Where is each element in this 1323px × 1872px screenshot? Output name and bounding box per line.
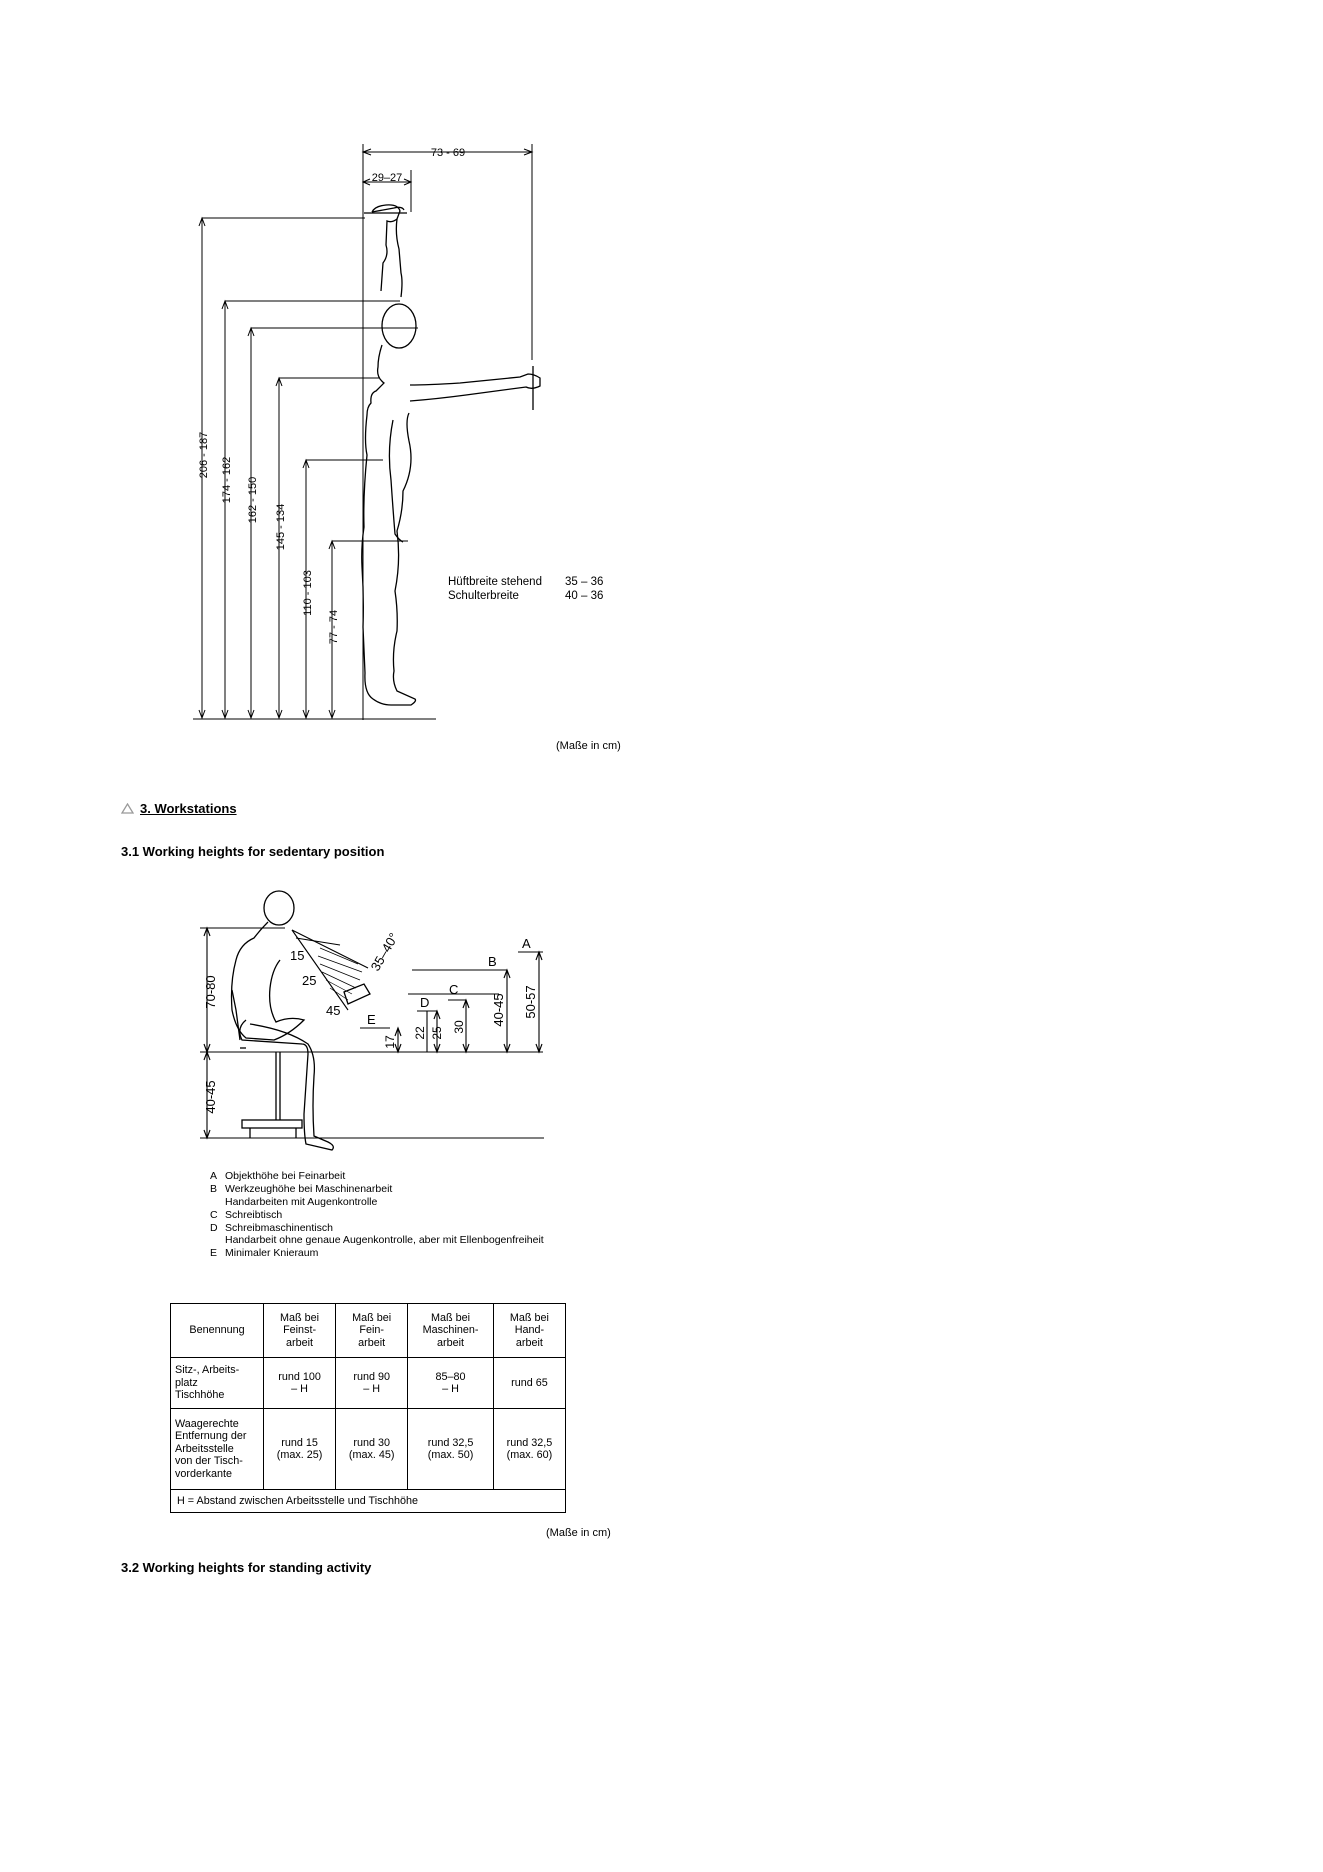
- hip-width-label: Hüftbreite stehend: [448, 576, 542, 588]
- height-label: 162 - 150: [247, 476, 259, 524]
- working-heights-table: [170, 1303, 566, 1513]
- legend-item: [210, 1222, 630, 1247]
- units-note: (Maße in cm): [556, 740, 621, 752]
- seat-height-label: 40-45: [203, 1080, 218, 1114]
- units-note-2: (Maße in cm): [546, 1527, 611, 1539]
- table-row: [171, 1358, 566, 1409]
- section-3-1-heading: 3.1 Working heights for sedentary position: [121, 844, 385, 859]
- angle-label: 15: [290, 948, 305, 963]
- section-3-2-heading: 3.2 Working heights for standing activity: [121, 1560, 372, 1575]
- level-letter-d: D: [420, 995, 430, 1010]
- level-letter-b: B: [488, 954, 497, 969]
- legend-text: Schreibtisch: [225, 1208, 283, 1221]
- table-cell: rund 65: [493, 1358, 565, 1409]
- table-row: [171, 1409, 566, 1490]
- table-header-cell: Benennung: [171, 1304, 264, 1358]
- shoulder-width-label: Schulterbreite: [448, 590, 519, 602]
- legend-key: C: [210, 1208, 218, 1221]
- height-label: 174 - 162: [221, 456, 233, 504]
- legend-item: [210, 1247, 630, 1260]
- legend-text: Schreibmaschinentisch Handarbeit ohne genaue Augenkontrolle, aber mit Ellenbogenfreiheit: [225, 1221, 544, 1246]
- knee-room-label: 17: [383, 1035, 397, 1049]
- angle-label: 25: [302, 973, 317, 988]
- legend-key: A: [210, 1170, 218, 1182]
- table-cell: 85–80 – H: [408, 1358, 494, 1409]
- legend-text: Objekthöhe bei Feinarbeit: [225, 1170, 346, 1182]
- seated-height-label: 70-80: [203, 975, 218, 1009]
- table-cell: rund 15 (max. 25): [264, 1409, 336, 1490]
- level-letter-e: E: [367, 1012, 376, 1027]
- height-label-22: 22: [413, 1026, 427, 1040]
- inner-width-label: 29–27: [371, 172, 403, 184]
- top-width-label: 73 - 69: [430, 147, 466, 159]
- table-header-cell: Maß bei Maschinen- arbeit: [408, 1304, 494, 1358]
- height-label: 145 - 134: [275, 503, 287, 551]
- table-header-cell: Maß bei Feinst- arbeit: [264, 1304, 336, 1358]
- legend: [210, 1170, 630, 1260]
- legend-key: D: [210, 1221, 218, 1234]
- table-footnote-row: [171, 1490, 566, 1513]
- table-header-row: [171, 1304, 566, 1358]
- table-footnote: H = Abstand zwischen Arbeitsstelle und Tischhöhe: [171, 1490, 566, 1513]
- angle-label: 45: [326, 1003, 341, 1018]
- table-cell: Waagerechte Entfernung der Arbeitsstelle von der Tisch- vorderkante: [171, 1409, 264, 1490]
- height-label: 110 - 103: [302, 570, 314, 616]
- angle-range-label: 35–40°: [367, 930, 402, 974]
- table-header-cell: Maß bei Hand- arbeit: [493, 1304, 565, 1358]
- legend-item: [210, 1209, 630, 1222]
- seated-working-heights-figure: [0, 0, 700, 1160]
- legend-text: Minimaler Knieraum: [225, 1247, 319, 1259]
- level-letter-a: A: [522, 936, 531, 951]
- table-header-cell: Maß bei Fein- arbeit: [336, 1304, 408, 1358]
- height-label-40-45: 40-45: [491, 993, 506, 1027]
- height-label: 206 - 187: [198, 431, 210, 479]
- hip-width-value: 35 – 36: [565, 576, 604, 588]
- section-3-link[interactable]: 3. Workstations: [140, 801, 237, 816]
- table-cell: rund 32,5 (max. 60): [493, 1409, 565, 1490]
- legend-item: [210, 1183, 630, 1208]
- legend-key: B: [210, 1183, 218, 1195]
- height-label-30: 30: [452, 1020, 466, 1034]
- shoulder-width-value: 40 – 36: [565, 590, 604, 602]
- height-label-50-57: 50-57: [523, 985, 538, 1019]
- legend-key: E: [210, 1247, 218, 1259]
- height-label: 77 - 74: [328, 609, 340, 645]
- table-cell: rund 32,5 (max. 50): [408, 1409, 494, 1490]
- table-cell: rund 100 – H: [264, 1358, 336, 1409]
- table-cell: Sitz-, Arbeits- platz Tischhöhe: [171, 1358, 264, 1409]
- table-cell: rund 90 – H: [336, 1358, 408, 1409]
- height-label-25: 25: [430, 1026, 444, 1040]
- table-cell: rund 30 (max. 45): [336, 1409, 408, 1490]
- seated-person-outline: [232, 891, 371, 1150]
- legend-text: Werkzeughöhe bei Maschinenarbeit Handarbeiten mit Augenkontrolle: [225, 1183, 393, 1208]
- level-letter-c: C: [449, 982, 459, 997]
- legend-item: [210, 1170, 630, 1183]
